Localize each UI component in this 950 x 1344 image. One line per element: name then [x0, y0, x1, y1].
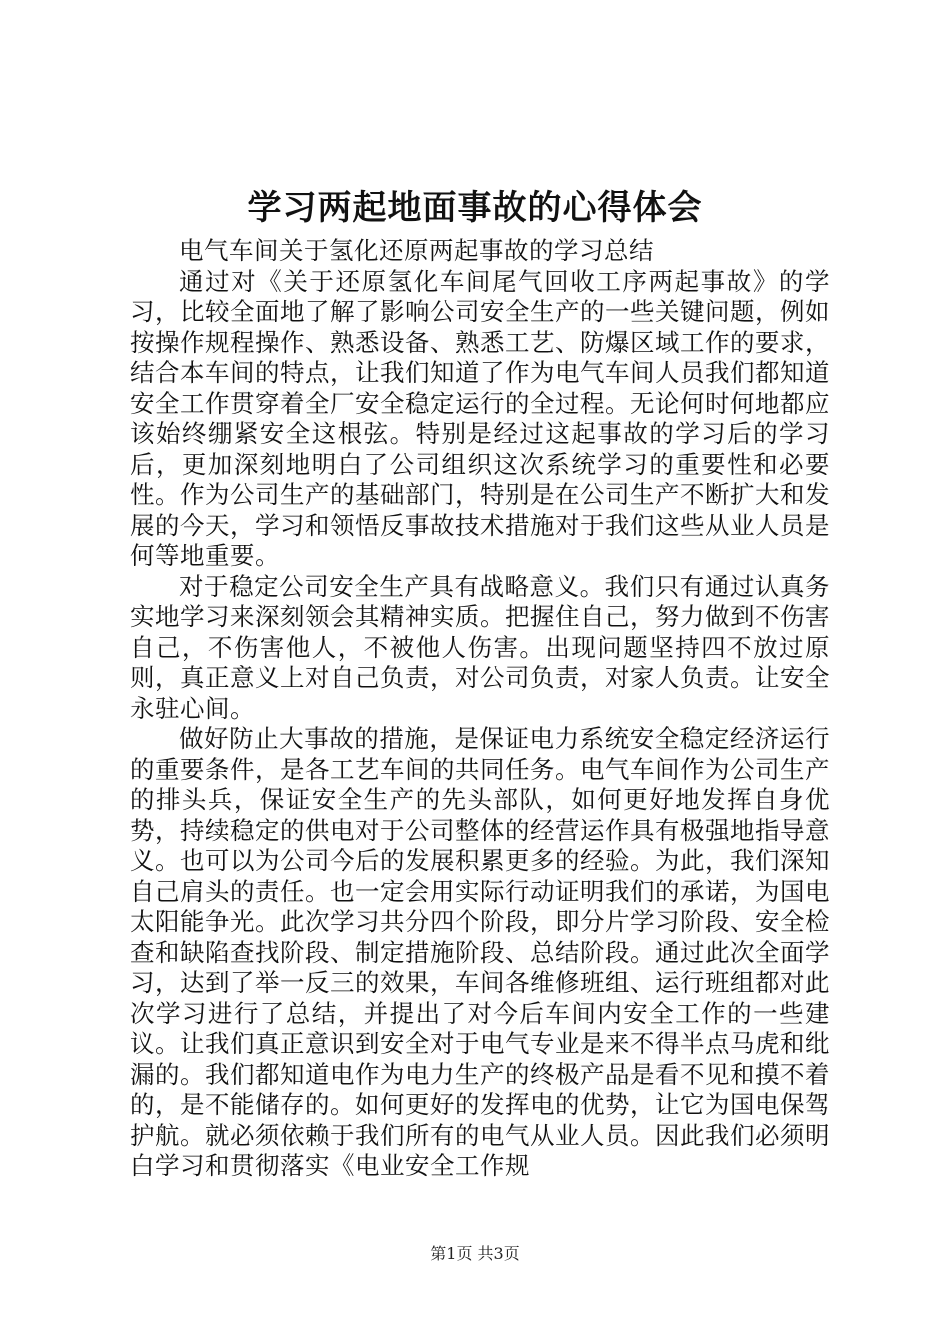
- paragraph: 通过对《关于还原氢化车间尾气回收工序两起事故》的学习，比较全面地了解了影响公司安全生产的一些关键问题，例如按操作规程操作、熟悉设备、熟悉工艺、防爆区域工作的要求，结合本车间的特点，让我们知道了作为电气车间人员我们都知道安全工作贯穿着全厂安全稳定运行的全过程。无论何时何地都应该始终绷紧安全这根弦。特别是经过这起事故的学习后的学习后，更加深刻地明白了公司组织这次系统学习的重要性和必要性。作为公司生产的基础部门，特别是在公司生产不断扩大和发展的今天，学习和领悟反事故技术措施对于我们这些从业人员是何等地重要。: [130, 266, 830, 570]
- document-title: 学习两起地面事故的心得体会: [247, 188, 703, 228]
- paragraph: 做好防止大事故的措施，是保证电力系统安全稳定经济运行的重要条件，是各工艺车间的共同任务。电气车间作为公司生产的排头兵，保证安全生产的先头部队，如何更好地发挥自身优势，持续稳定的供电对于公司整体的经营运作具有极强地指导意义。也可以为公司今后的发展积累更多的经验。为此，我们深知自己肩头的责任。也一定会用实际行动证明我们的承诺，为国电太阳能争光。此次学习共分四个阶段，即分片学习阶段、安全检查和缺陷查找阶段、制定措施阶段、总结阶段。通过此次全面学习，达到了举一反三的效果，车间各维修班组、运行班组都对此次学习进行了总结，并提出了对今后车间内安全工作的一些建议。让我们真正意识到安全对于电气专业是来不得半点马虎和纰漏的。我们都知道电作为电力生产的终极产品是看不见和摸不着的，是不能储存的。如何更好的发挥电的优势，让它为国电保驾护航。就必须依赖于我们所有的电气从业人员。因此我们必须明白学习和贯彻落实《电业安全工作规: [130, 724, 830, 1180]
- paragraph: 对于稳定公司安全生产具有战略意义。我们只有通过认真务实地学习来深刻领会其精神实质。把握住自己，努力做到不伤害自己，不伤害他人，不被他人伤害。出现问题坚持四不放过原则，真正意义上对自己负责，对公司负责，对家人负责。让安全永驻心间。: [130, 571, 830, 723]
- page-number-footer: 第1页 共3页: [430, 1244, 520, 1263]
- paragraph-subtitle: 电气车间关于氢化还原两起事故的学习总结: [179, 236, 654, 265]
- document-body: [130, 236, 830, 1182]
